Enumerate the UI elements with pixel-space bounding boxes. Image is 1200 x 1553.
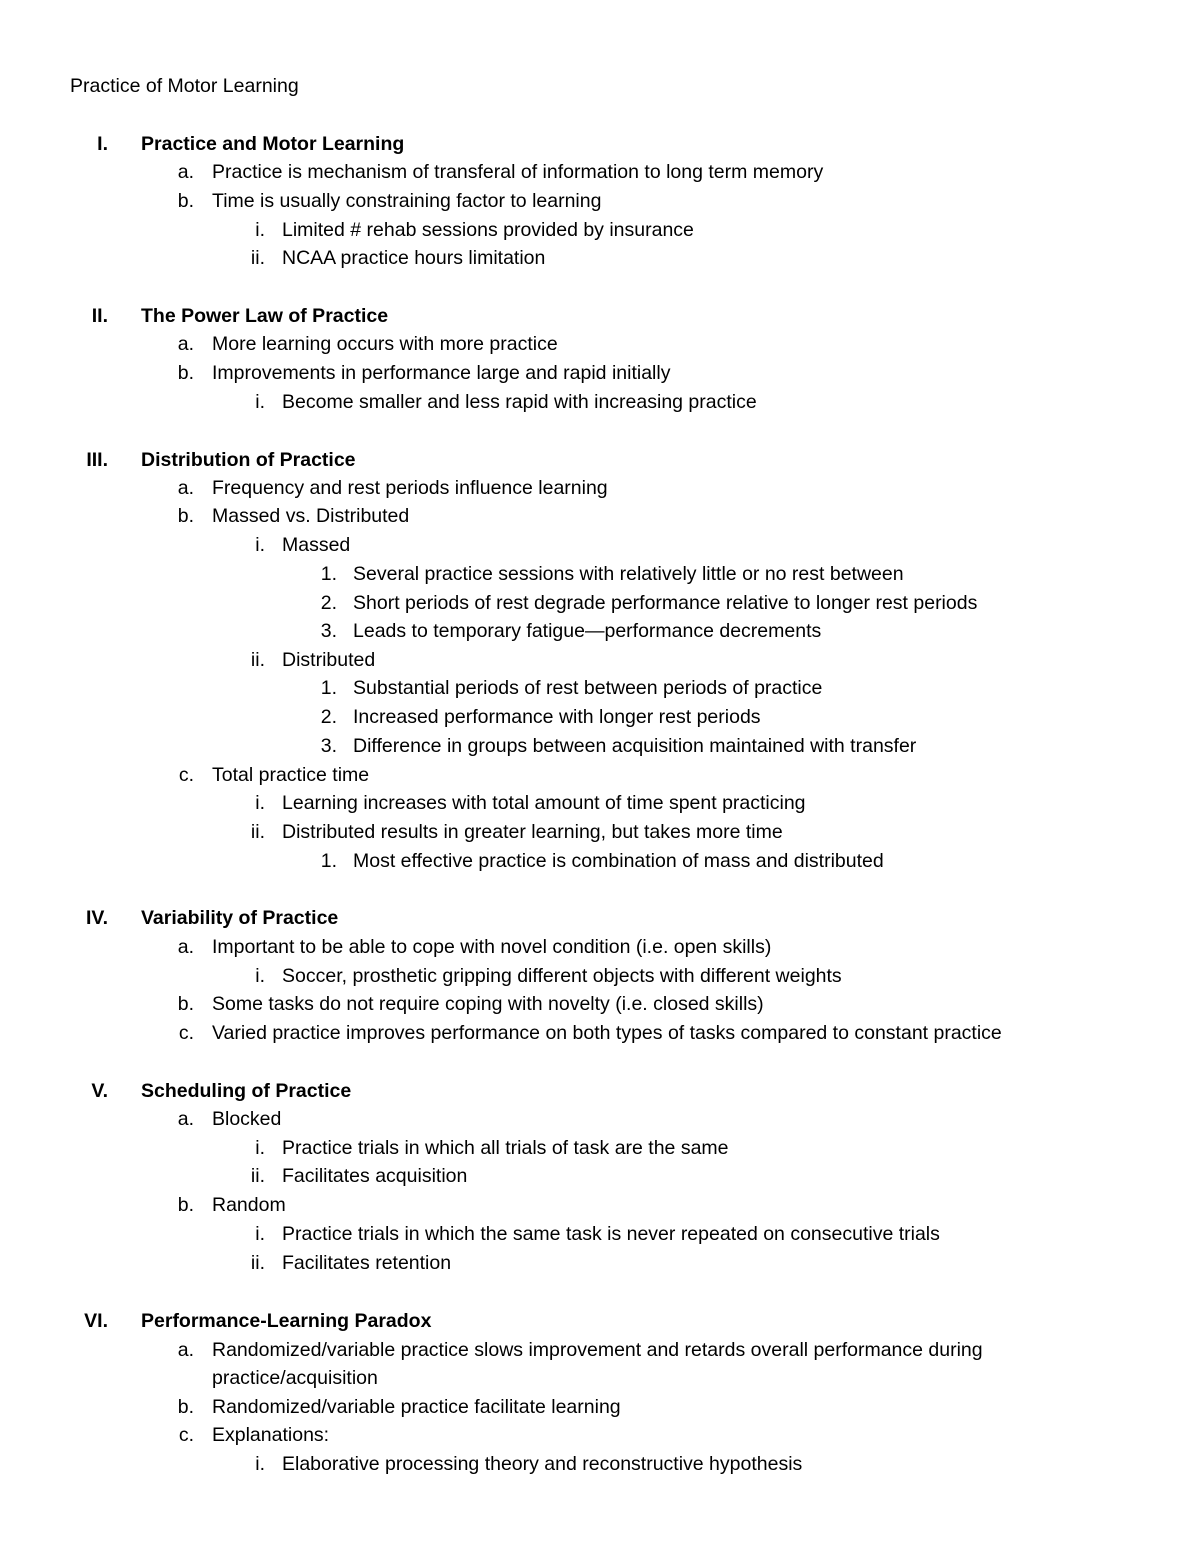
list-marker: a. <box>177 936 194 958</box>
list-marker: ii. <box>250 821 265 843</box>
list-item-text: Practice trials in which all trials of task are the same <box>282 1137 729 1159</box>
list-marker: V. <box>91 1080 108 1102</box>
list-item-text: Facilitates retention <box>282 1252 452 1274</box>
list-marker: 3. <box>320 620 337 642</box>
list-marker: b. <box>177 1396 194 1418</box>
list-item-text: Explanations: <box>212 1424 330 1446</box>
section-heading: Performance-Learning Paradox <box>141 1310 432 1332</box>
list-marker: b. <box>177 505 194 527</box>
list-marker: b. <box>177 190 194 212</box>
list-item-text: Massed <box>282 534 351 556</box>
list-item-text: Learning increases with total amount of time spent practicing <box>282 792 806 814</box>
list-item-text: Facilitates acquisition <box>282 1165 468 1187</box>
list-marker: ii. <box>250 247 265 269</box>
list-item-text: Massed vs. Distributed <box>212 505 410 527</box>
list-item-text: Increased performance with longer rest periods <box>353 706 761 728</box>
list-marker: ii. <box>250 649 265 671</box>
list-marker: a. <box>177 1108 194 1130</box>
section-heading: Distribution of Practice <box>141 449 356 471</box>
document-title: Practice of Motor Learning <box>70 75 299 97</box>
list-marker: i. <box>255 1453 265 1475</box>
list-marker: 3. <box>320 735 337 757</box>
list-marker: i. <box>255 391 265 413</box>
list-marker: 2. <box>320 706 337 728</box>
list-item-text: Distributed results in greater learning, but takes more time <box>282 821 783 843</box>
list-item-text: Limited # rehab sessions provided by insurance <box>282 219 694 241</box>
list-marker: 1. <box>320 677 337 699</box>
list-item-text: Practice is mechanism of transferal of information to long term memory <box>212 161 824 183</box>
list-marker: 1. <box>320 563 337 585</box>
list-marker: i. <box>255 1137 265 1159</box>
section-heading: The Power Law of Practice <box>141 305 389 327</box>
list-marker: a. <box>177 161 194 183</box>
list-item-text: Elaborative processing theory and reconstructive hypothesis <box>282 1453 803 1475</box>
section-heading: Scheduling of Practice <box>141 1080 352 1102</box>
list-marker: c. <box>178 764 194 786</box>
list-item-text: Become smaller and less rapid with increasing practice <box>282 391 757 413</box>
list-marker: 2. <box>320 592 337 614</box>
list-marker: i. <box>255 1223 265 1245</box>
list-item-text: Improvements in performance large and rapid initially <box>212 362 671 384</box>
list-item-text: Blocked <box>212 1108 282 1130</box>
list-marker: a. <box>177 333 194 355</box>
list-marker: i. <box>255 534 265 556</box>
list-marker: IV. <box>85 907 108 929</box>
list-marker: 1. <box>320 850 337 872</box>
list-item-text: Randomized/variable practice facilitate learning <box>212 1396 621 1418</box>
list-marker: I. <box>97 133 108 155</box>
list-item-text: Practice trials in which the same task is never repeated on consecutive trials <box>282 1223 940 1245</box>
list-item-text: Soccer, prosthetic gripping different objects with different weights <box>282 965 842 987</box>
section-heading: Variability of Practice <box>141 907 339 929</box>
list-item-text: Total practice time <box>212 764 370 786</box>
list-marker: III. <box>86 449 108 471</box>
list-marker: i. <box>255 219 265 241</box>
list-marker: ii. <box>250 1252 265 1274</box>
section-heading: Practice and Motor Learning <box>141 133 405 155</box>
list-marker: a. <box>177 477 194 499</box>
list-item-text: Difference in groups between acquisition maintained with transfer <box>353 735 917 757</box>
list-item-text: Randomized/variable practice slows improvement and retards overall performance during <box>212 1339 983 1361</box>
list-marker: b. <box>177 362 194 384</box>
list-item-text: Most effective practice is combination of mass and distributed <box>353 850 884 872</box>
list-item-text: Substantial periods of rest between periods of practice <box>353 677 823 699</box>
list-marker: i. <box>255 792 265 814</box>
list-marker: II. <box>91 305 108 327</box>
list-marker: VI. <box>84 1310 108 1332</box>
list-marker: b. <box>177 993 194 1015</box>
list-item-text: Distributed <box>282 649 376 671</box>
list-item-text: Varied practice improves performance on both types of tasks compared to constant practice <box>212 1022 1002 1044</box>
list-item-text: practice/acquisition <box>212 1367 378 1389</box>
list-item-text: Frequency and rest periods influence learning <box>212 477 608 499</box>
list-marker: b. <box>177 1194 194 1216</box>
list-marker: c. <box>178 1022 194 1044</box>
list-item-text: Time is usually constraining factor to learning <box>212 190 602 212</box>
list-item-text: Short periods of rest degrade performance relative to longer rest periods <box>353 592 978 614</box>
list-marker: c. <box>178 1424 194 1446</box>
list-item-text: Some tasks do not require coping with novelty (i.e. closed skills) <box>212 993 764 1015</box>
list-marker: a. <box>177 1339 194 1361</box>
list-item-text: Leads to temporary fatigue—performance decrements <box>353 620 822 642</box>
list-marker: ii. <box>250 1165 265 1187</box>
list-item-text: NCAA practice hours limitation <box>282 247 546 269</box>
list-item-text: More learning occurs with more practice <box>212 333 558 355</box>
list-item-text: Several practice sessions with relatively little or no rest between <box>353 563 904 585</box>
list-marker: i. <box>255 965 265 987</box>
list-item-text: Important to be able to cope with novel condition (i.e. open skills) <box>212 936 772 958</box>
list-item-text: Random <box>212 1194 286 1216</box>
